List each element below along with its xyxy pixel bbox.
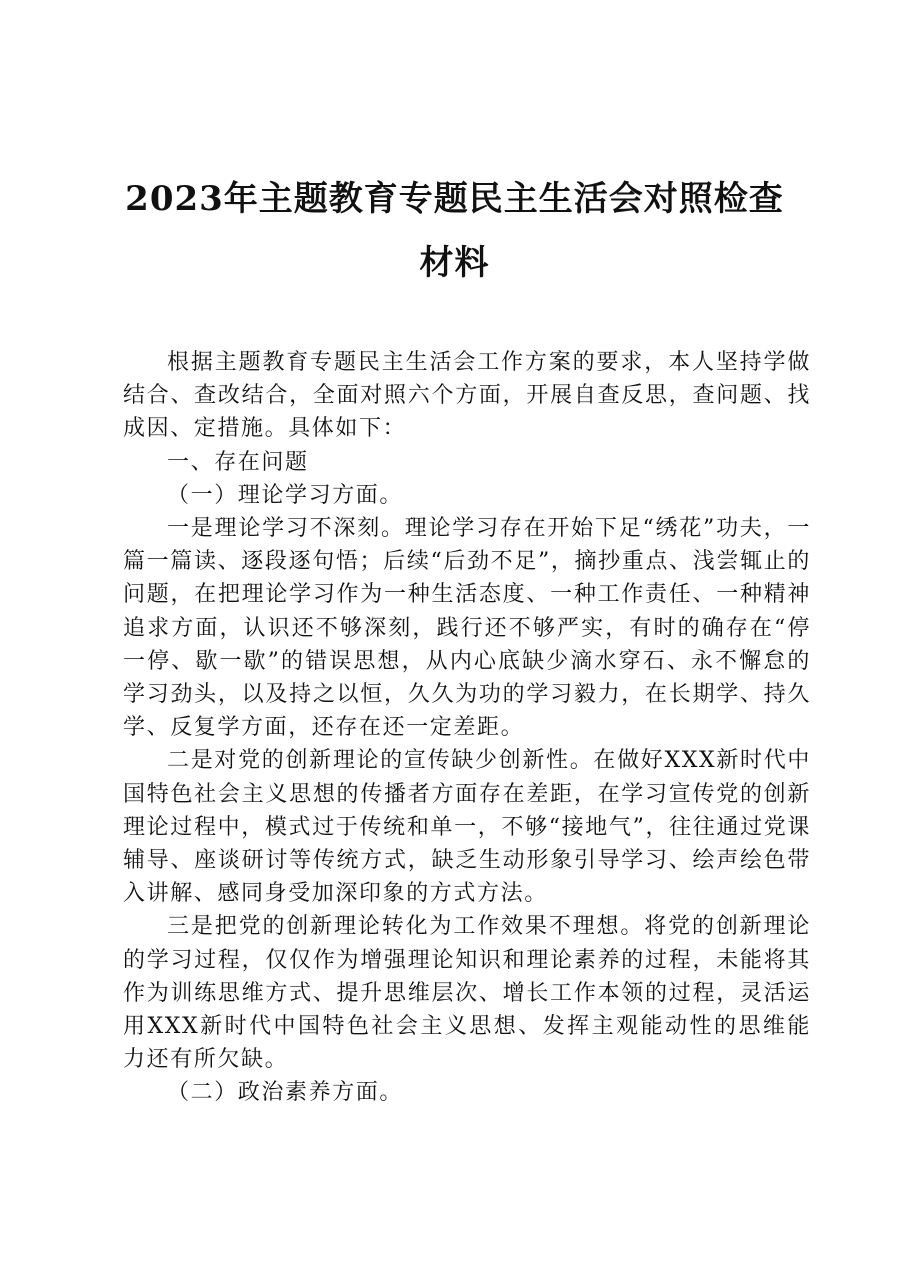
subsection-heading-political-quality: （二）政治素养方面。 bbox=[167, 1080, 404, 1106]
document-title: 2023年主题教育专题民主生活会对照检查材料 bbox=[125, 179, 784, 283]
intro-paragraph: 根据主题教育专题民主生活会工作方案的要求，本人坚持学做结合、查改结合，全面对照六个方面，开展自查反思，查问题、找成因、定措施。具体如下： bbox=[123, 350, 811, 442]
document-body bbox=[123, 346, 811, 1110]
paragraph-theory-promotion-lacks-innovation: 二是对党的创新理论的宣传缺少创新性。在做好XXX新时代中国特色社会主义思想的传播者方面存在差距，在学习宣传党的创新理论过程中，模式过于传统和单一，不够“接地气”，往往通过党课辅导、座谈研讨等传统方式，缺乏生动形象引导学习、绘声绘色带入讲解、感同身受加深印象的方式方法。 bbox=[123, 748, 811, 907]
paragraph-theory-study-not-deep: 一是理论学习不深刻。理论学习存在开始下足“绣花”功夫，一篇一篇读、逐段逐句悟；后续“后劲不足”，摘抄重点、浅尝辄止的问题，在把理论学习作为一种生活态度、一种工作责任、一种精神追求方面，认识还不够深刻，践行还不够严实，有时的确存在“停一停、歇一歇”的错误思想，从内心底缺少滴水穿石、永不懈怠的学习劲头，以及持之以恒，久久为功的学习毅力，在长期学、持久学、反复学方面，还存在还一定差距。 bbox=[123, 516, 811, 741]
section-heading-problems: 一、存在问题 bbox=[167, 449, 309, 475]
subsection-heading-theory-study: （一）理论学习方面。 bbox=[167, 482, 404, 508]
paragraph-theory-to-work-results: 三是把党的创新理论转化为工作效果不理想。将党的创新理论的学习过程，仅仅作为增强理论知识和理论素养的过程，未能将其作为训练思维方式、提升思维层次、增长工作本领的过程，灵活运用XXX新时代中国特色社会主义思想、发挥主观能动性的思维能力还有所欠缺。 bbox=[123, 914, 811, 1073]
